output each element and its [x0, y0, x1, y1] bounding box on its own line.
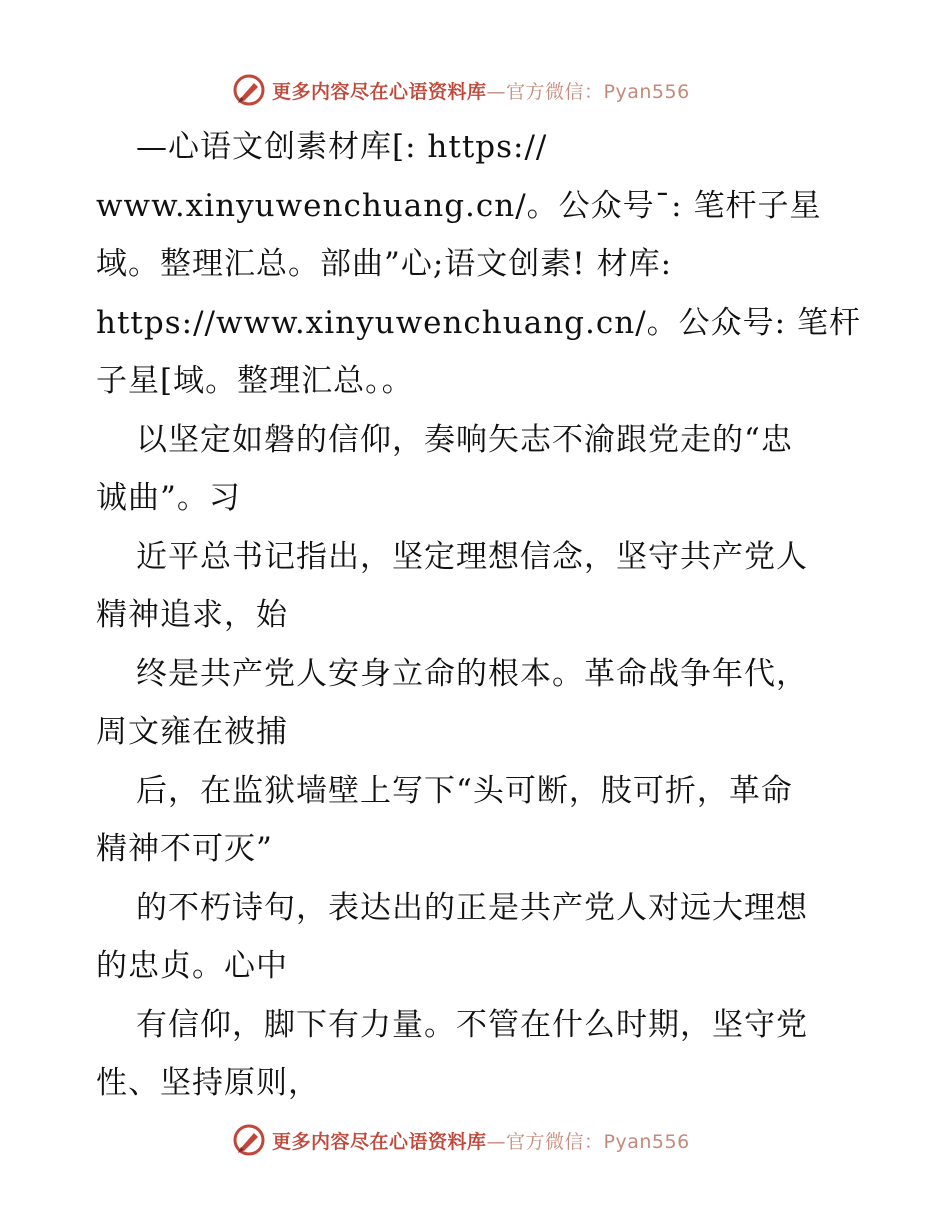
body-line: 以坚定如磐的信仰，奏响矢志不渝跟党走的“忠: [136, 421, 793, 458]
body-line: 的不朽诗句，表达出的正是共产党人对远大理想: [136, 889, 808, 926]
body-line: 周文雍在被捕: [96, 714, 288, 750]
footer-watermark-main: 更多内容尽在心语资料库: [272, 1130, 487, 1153]
body-line: 精神追求，始: [96, 597, 288, 633]
pen-logo-icon: [232, 1123, 266, 1157]
body-line: 性、坚持原则，: [96, 1065, 320, 1101]
header-watermark-banner: [232, 70, 732, 110]
body-line: —心语文创素材库[: https://: [136, 129, 548, 165]
header-watermark-text: [272, 77, 690, 104]
body-line: 近平总书记指出，坚定理想信念，坚守共产党人: [136, 538, 808, 575]
body-line: 精神不可灭”: [96, 831, 273, 867]
body-line: https://www.xinyuwenchuang.cn/。公众号: 笔杆: [96, 304, 861, 341]
document-body: [96, 118, 866, 1113]
header-watermark-rest: —官方微信：Pyan556: [486, 80, 690, 103]
header-watermark-main: 更多内容尽在心语资料库: [272, 80, 487, 103]
body-line: 终是共产党人安身立命的根本。革命战争年代，: [136, 655, 808, 692]
footer-watermark-banner: [232, 1120, 732, 1160]
footer-watermark-text: [272, 1127, 690, 1154]
body-line: 有信仰，脚下有力量。不管在什么时期，坚守党: [136, 1006, 808, 1043]
body-line: 域。整理汇总。部曲”心;语文创素! 材库:: [96, 246, 673, 282]
body-line: 子星[域。整理汇总。。: [96, 363, 414, 399]
pen-logo-icon: [232, 73, 266, 107]
body-line: 的忠贞。心中: [96, 948, 288, 984]
body-line: 诚曲”。习: [96, 480, 241, 516]
body-line: 后，在监狱墙壁上写下“头可断，肢可折，革命: [136, 772, 793, 809]
footer-watermark-rest: —官方微信：Pyan556: [486, 1130, 690, 1153]
body-line: www.xinyuwenchuang.cn/。公众号¯: 笔杆子星: [96, 187, 822, 224]
